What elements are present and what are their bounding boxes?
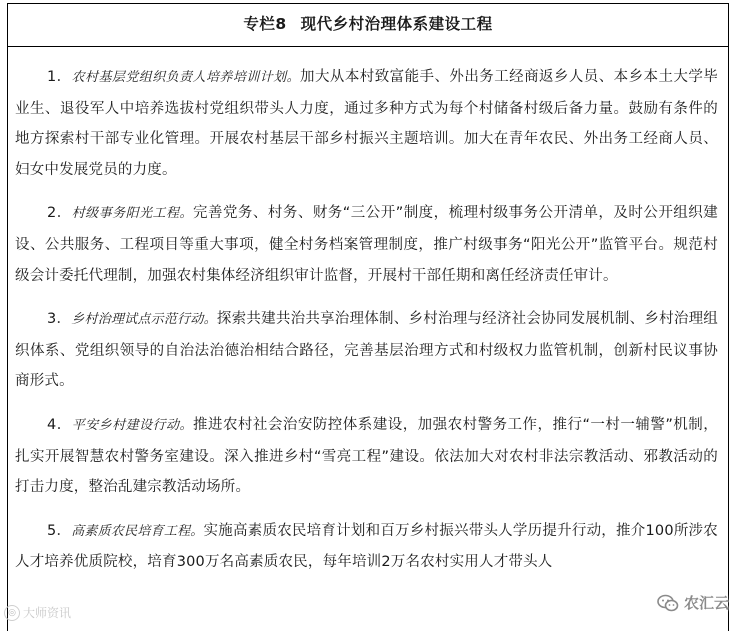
item-text: 加大从本村致富能手、外出务工经商返乡人员、本乡本土大学毕业生、退役军人中培养选拔村党组织带头人力度，通过多种方式为每个村储备村级后备力量。鼓励有条件的地方探索村干部专业化管理。开展农村基层干部乡村振兴主题培训。加大在青年农民、外出务工经商人员、妇女中发展党员的力度。 (15, 69, 718, 178)
list-item (15, 410, 718, 503)
watermark-logo-icon: ◎ (4, 605, 20, 621)
item-lead: 村级事务阳光工程。 (71, 206, 193, 222)
item-number: 1． (47, 69, 72, 85)
watermark-right-text: 农汇云 (683, 594, 729, 612)
item-number: 5． (47, 522, 72, 539)
list-item (15, 198, 718, 291)
column-label: 专栏8 (243, 15, 287, 33)
item-number: 4． (47, 416, 72, 433)
list-item (15, 304, 718, 397)
item-lead: 高素质农民培育工程。 (71, 523, 204, 539)
page-title: 现代乡村治理体系建设工程 (300, 15, 493, 33)
box-body (8, 47, 728, 578)
list-item (15, 62, 718, 185)
item-number: 2． (47, 205, 72, 222)
item-number: 3． (47, 311, 72, 328)
item-text: 探索共建共治共享治理体制、乡村治理与经济社会协同发展机制、乡村治理组织体系、党组织领导的自治法治德治相结合路径，完善基层治理方式和村级权力监管机制，创新村民议事协商形式。 (15, 311, 719, 390)
item-lead: 平安乡村建设行动。 (71, 417, 193, 433)
watermark-left (4, 604, 71, 621)
item-lead: 乡村治理试点示范行动。 (71, 312, 217, 328)
item-text: 实施高素质农民培育计划和百万乡村振兴带头人学历提升行动，推介100所涉农人才培养优质院校，培育300万名高素质农民，每年培训2万名农村实用人才带头人 (15, 522, 718, 571)
list-item (15, 516, 718, 578)
box-title (8, 4, 728, 47)
watermark-right (657, 592, 729, 613)
watermark-left-text: 大师资讯 (23, 606, 72, 620)
wechat-icon (657, 594, 679, 612)
item-lead: 农村基层党组织负责人培养培训计划。 (71, 70, 301, 85)
item-text: 推进农村社会治安防控体系建设，加强农村警务工作，推行“一村一辅警”机制，扎实开展智慧农村警务室建设。深入推进乡村“雪亮工程”建设。依法加大对农村非法宗教活动、邪教活动的打击力度，整治乱建宗教活动场所。 (15, 416, 718, 496)
item-text: 完善党务、村务、财务“三公开”制度，梳理村级事务公开清单，及时公开组织建设、公共服务、工程项目等重大事项，健全村务档案管理制度，推广村级事务“阳光公开”监管平台。规范村级会计委托代理制，加强农村集体经济组织审计监督，开展村干部任期和离任经济责任审计。 (15, 205, 718, 284)
table-frame (7, 3, 729, 631)
